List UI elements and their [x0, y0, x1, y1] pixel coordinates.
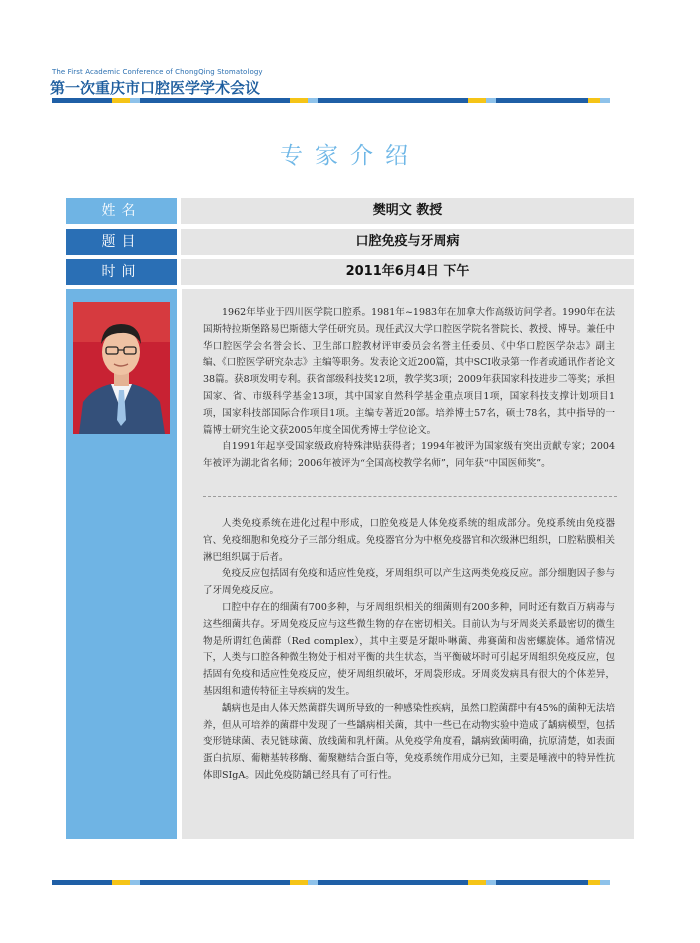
time-value: 2011年6月4日 下午	[181, 259, 634, 285]
header-en-title: The First Academic Conference of ChongQing Stomatology	[52, 68, 263, 76]
name-value: 樊明文 教授	[181, 198, 634, 224]
footer-stripe	[52, 880, 650, 885]
time-label: 时间	[66, 259, 177, 285]
portrait-illustration	[73, 302, 170, 434]
abstract	[203, 516, 615, 785]
topic-value: 口腔免疫与牙周病	[181, 229, 634, 255]
abstract-paragraph: 人类免疫系统在进化过程中形成，口腔免疫是人体免疫系统的组成部分。免疫系统由免疫器官、免疫细胞和免疫分子三部分组成。免疫器官分为中枢免疫器官和次级淋巴组织，口腔粘膜相关淋巴组织属于后者。	[203, 518, 615, 563]
abstract-paragraph: 口腔中存在的细菌有700多种，与牙周组织相关的细菌则有200多种，同时还有数百万病毒与这些细菌共存。牙周免疫反应与这些微生物的存在密切相关。目前认为与牙周炎关系最密切的微生物是所谓红色菌群（Red complex），其中主要是牙龈卟啉菌、弗赛菌和齿密螺旋体。通常情况下，人类与口腔各种微生物处于相对平衡的共生状态，当平衡破坏时可引起牙周组织免疫反应，包括固有免疫和适应性免疫反应，使牙周组织破坏，牙周袋形成。牙周炎发病具有很大的个体差异，基因组和遗传特征主导疾病的发生。	[203, 601, 615, 697]
abstract-paragraph: 龋病也是由人体天然菌群失调所导致的一种感染性疾病，虽然口腔菌群中有45%的菌种无法培养，但从可培养的菌群中发现了一些龋病相关菌，其中一些已在动物实验中造成了龋病模型，包括变形链球菌、表兄链球菌、放线菌和乳杆菌。从免疫学角度看，龋病致菌明确，抗原清楚，如表面蛋白抗原、葡糖基转移酶、葡聚糖结合蛋白等，免疫系统作用成分已知，主要是唾液中的特异性抗体即SIgA。因此免疫防龋已经具有了可行性。	[203, 702, 615, 781]
topic-label: 题目	[66, 229, 177, 255]
page-title: 专家介绍	[280, 143, 420, 169]
header-zh-title: 第一次重庆市口腔医学学术会议	[50, 79, 261, 97]
expert-photo	[73, 302, 170, 434]
time-row	[66, 259, 634, 285]
bio-paragraph: 1962年毕业于四川医学院口腔系。1981年~1983年在加拿大作高级访问学者。1990年在法国斯特拉斯堡路易巴斯德大学任研究员。现任武汉大学口腔医学院名誉院长、教授、博导。兼任中华口腔医学会名誉会长、卫生部口腔教材评审委员会名誉主任委员、《中华口腔医学杂志》副主编、《口腔医学研究杂志》主编等职务。发表论文近200篇，其中SCI收录第一作者或通讯作者论文38篇。获8项发明专利。获省部级科技奖12项，教学奖3项；2009年获国家科技进步二等奖；承担国家、省、市级科学基金13项，其中国家自然科学基金重点项目1项，国家科技支撑计划项目1项，国家科技部国际合作项目1项。主编专著近20部。培养博士57名，硕士78名，其中指导的一篇博士研究生论文获2005年度全国优秀博士学位论文。	[203, 307, 615, 436]
topic-row	[66, 229, 634, 255]
abstract-paragraph: 免疫反应包括固有免疫和适应性免疫，牙周组织可以产生这两类免疫反应。部分细胞因子参与了牙周免疫反应。	[203, 568, 615, 597]
biography	[203, 305, 615, 473]
name-row	[66, 198, 634, 224]
bio-paragraph: 自1991年起享受国家级政府特殊津贴获得者；1994年被评为国家级有突出贡献专家；2004年被评为湖北省名师；2006年被评为“全国高校教学名师”，同年获“中国医师奖”。	[203, 441, 615, 470]
section-divider	[203, 496, 617, 497]
name-label: 姓名	[66, 198, 177, 224]
header-stripe	[52, 98, 650, 103]
